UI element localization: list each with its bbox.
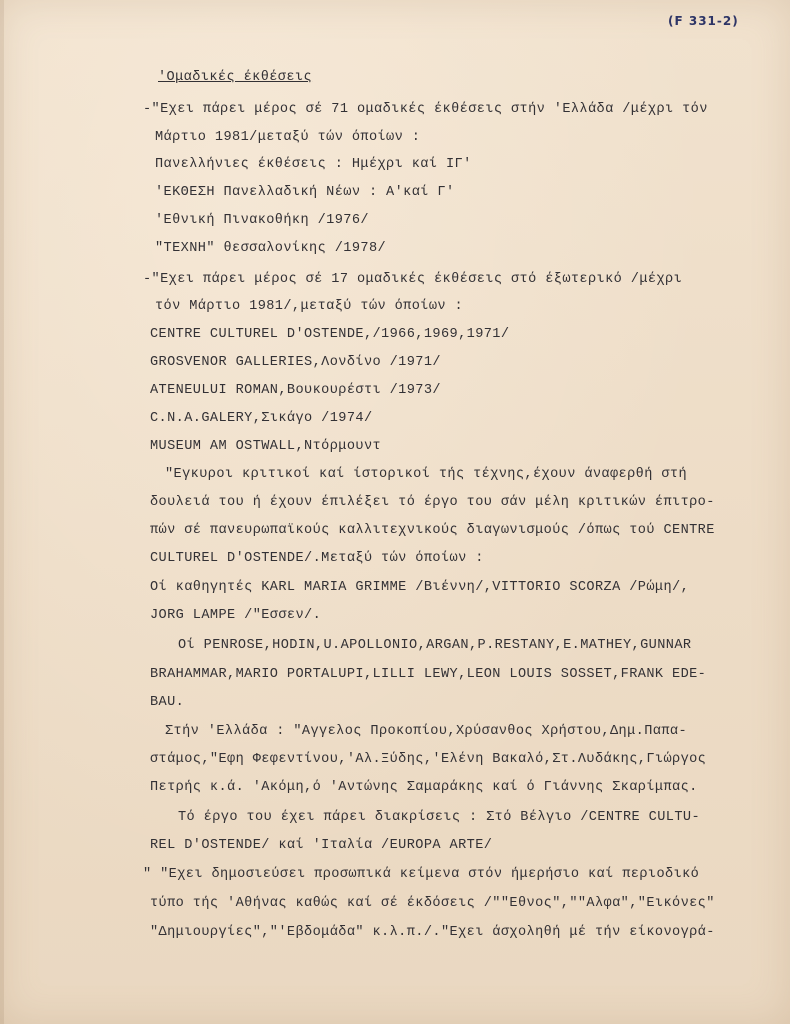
text-line: 'ΕΚΘΕΣΗ Πανελλαδική Νέων : Α'καί Γ' — [155, 185, 455, 200]
text-line: "ΤΕΧΝΗ" θεσσαλονίκης /1978/ — [155, 241, 387, 256]
paper-edge — [0, 0, 4, 1024]
text-line: πών σέ πανευρωπαϊκούς καλλιτεχνικούς διαγωνισμούς /όπως τού CENTRE — [150, 523, 715, 538]
archive-reference: (F 331-2) — [668, 14, 739, 28]
text-line: Οί καθηγητές KARL MARIA GRIMME /Βιέννη/,VITTORIO SCORZA /Ρώμη/, — [150, 580, 690, 595]
text-line: 'Εθνική Πινακοθήκη /1976/ — [155, 213, 369, 228]
text-line: Πανελλήνιες έκθέσεις : Ημέχρι καί ΙΓ' — [155, 157, 472, 172]
text-line: στάμος,"Εφη Φεφεντίνου,'Αλ.Ξύδης,'Ελένη Βακαλό,Στ.Λυδάκης,Γιώργος — [150, 752, 707, 767]
text-line: ATENEULUI ROMAN,Βουκουρέστι /1973/ — [150, 383, 441, 398]
text-line: CENTRE CULTUREL D'OSTENDE,/1966,1969,1971/ — [150, 327, 510, 342]
text-line: C.N.A.GALERY,Σικάγο /1974/ — [150, 411, 373, 426]
text-line: Πετρής κ.ά. 'Ακόμη,ό 'Αντώνης Σαμαράκης καί ό Γιάννης Σκαρίμπας. — [150, 780, 698, 795]
text-line: τόν Μάρτιο 1981/,μεταξύ τών όποίων : — [155, 299, 464, 314]
section-heading: 'Ομαδικές έκθέσεις — [158, 70, 313, 85]
text-line: Στήν 'Ελλάδα : "Αγγελος Προκοπίου,Χρύσανθος Χρήστου,Δημ.Παπα- — [165, 724, 688, 739]
text-line: -"Εχει πάρει μέρος σέ 71 ομαδικές έκθέσεις στήν 'Ελλάδα /μέχρι τόν — [143, 102, 708, 117]
text-line: "Δημιουργίες","'Εβδομάδα" κ.λ.π./."Εχει άσχοληθή μέ τήν είκονογρά- — [150, 925, 715, 940]
text-line: Μάρτιο 1981/μεταξύ τών όποίων : — [155, 130, 421, 145]
text-line: MUSEUM AM OSTWALL,Ντόρμουντ — [150, 439, 382, 454]
text-line: Οί PENROSE,HODIN,U.APOLLONIO,ARGAN,P.RESTANY,E.MATHEY,GUNNAR — [178, 638, 692, 653]
text-line: JORG LAMPE /"Εσσεν/. — [150, 608, 322, 623]
text-line: GROSVENOR GALLERIES,Λονδίνο /1971/ — [150, 355, 441, 370]
text-line: REL D'OSTENDE/ καί 'Ιταλία /EUROPA ARTE/ — [150, 838, 493, 853]
text-line: " "Εχει δημοσιεύσει προσωπικά κείμενα στόν ήμερήσιο καί περιοδικό — [143, 867, 700, 882]
text-line: -"Εχει πάρει μέρος σέ 17 ομαδικές έκθέσεις στό έξωτερικό /μέχρι — [143, 272, 683, 287]
text-line: Τό έργο του έχει πάρει διακρίσεις : Στό Βέλγιο /CENTRE CULTU- — [178, 810, 701, 825]
text-line: "Εγκυροι κριτικοί καί ίστορικοί τής τέχνης,έχουν άναφερθή στή — [165, 467, 688, 482]
text-line: BAU. — [150, 695, 185, 710]
text-line: δουλειά του ή έχουν έπιλέξει τό έργο του σάν μέλη κριτικών έπιτρο- — [150, 495, 715, 510]
text-line: CULTUREL D'OSTENDE/.Μεταξύ τών όποίων : — [150, 551, 484, 566]
text-line: τύπο τής 'Αθήνας καθώς καί σέ έκδόσεις /""Εθνος",""Αλφα","Εικόνες" — [150, 896, 715, 911]
text-line: BRAHAMMAR,MARIO PORTALUPI,LILLI LEWY,LEON LOUIS SOSSET,FRANK EDE- — [150, 667, 707, 682]
